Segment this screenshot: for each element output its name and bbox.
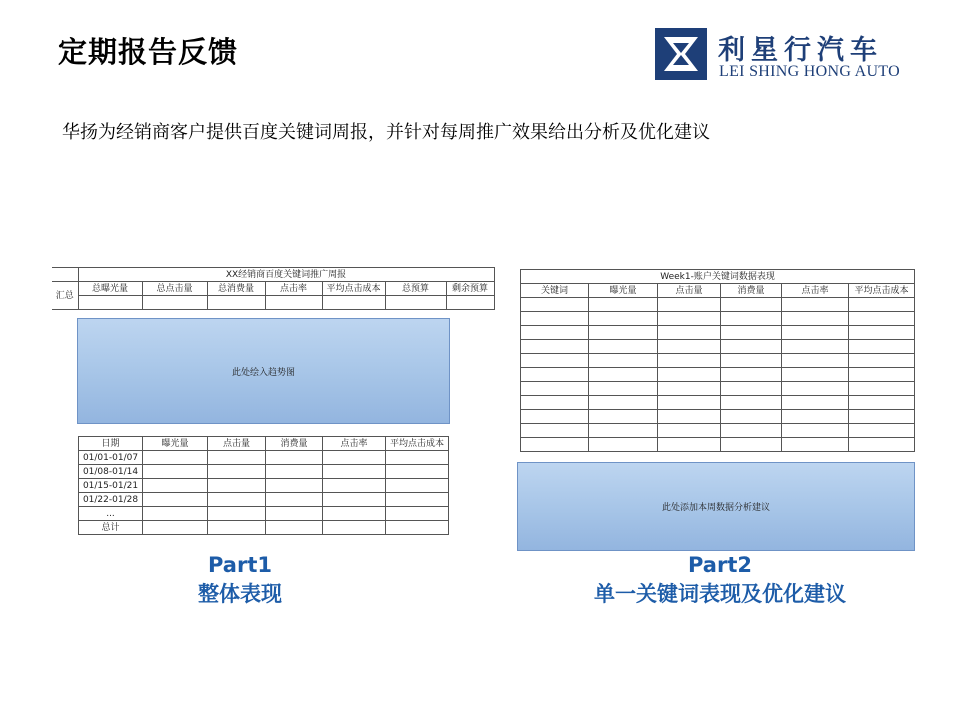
intro-text: 华扬为经销商客户提供百度关键词周报，并针对每周推广效果给出分析及优化建议 [62, 122, 710, 143]
keyword-table-title: Week1-账户关键词数据表现 [521, 270, 915, 284]
daily-row [79, 479, 449, 493]
summary-value-cell [385, 296, 446, 310]
summary-row-label: 汇总 [52, 282, 78, 310]
keyword-cell [849, 410, 915, 424]
part1-label [90, 551, 390, 609]
keyword-row [521, 424, 915, 438]
keyword-cell [782, 438, 849, 452]
daily-row [79, 451, 449, 465]
daily-date-cell: 01/01-01/07 [79, 451, 143, 465]
keyword-cell [849, 438, 915, 452]
trend-chart-placeholder [77, 318, 450, 424]
summary-value-cell [322, 296, 385, 310]
keyword-row [521, 340, 915, 354]
summary-header-cell: 平均点击成本 [322, 282, 385, 296]
part2-caption: 单一关键词表现及优化建议 [594, 582, 846, 606]
keyword-cell [658, 354, 721, 368]
keyword-row [521, 438, 915, 452]
keyword-cell [721, 312, 782, 326]
keyword-cell [849, 340, 915, 354]
daily-header-cell: 消费量 [266, 437, 323, 451]
summary-value-cell [78, 296, 142, 310]
summary-value-cell [446, 296, 494, 310]
keyword-cell [589, 424, 658, 438]
daily-header-cell: 点击量 [208, 437, 266, 451]
keyword-row [521, 354, 915, 368]
daily-total-row [79, 521, 449, 535]
keyword-cell [782, 298, 849, 312]
part1-heading: Part1 [207, 553, 272, 577]
logo-chinese-name: 利星行汽车 [718, 35, 883, 66]
keyword-cell [521, 424, 589, 438]
keyword-header-cell: 平均点击成本 [849, 284, 915, 298]
keyword-cell [721, 326, 782, 340]
keyword-table [520, 269, 915, 452]
keyword-cell [782, 396, 849, 410]
logo-english-name: LEI SHING HONG AUTO [719, 63, 900, 80]
keyword-cell [782, 312, 849, 326]
keyword-cell [521, 438, 589, 452]
keyword-cell [782, 326, 849, 340]
keyword-cell [521, 312, 589, 326]
company-logo [655, 28, 920, 82]
keyword-row [521, 368, 915, 382]
keyword-row [521, 298, 915, 312]
trend-chart-placeholder-label: 此处绘入趋势图 [231, 367, 295, 378]
keyword-cell [521, 354, 589, 368]
keyword-cell [589, 312, 658, 326]
summary-table-corner [52, 268, 78, 282]
keyword-cell [658, 424, 721, 438]
summary-header-cell: 总点击量 [142, 282, 207, 296]
keyword-cell [721, 438, 782, 452]
keyword-cell [589, 340, 658, 354]
keyword-cell [658, 312, 721, 326]
keyword-cell [849, 396, 915, 410]
keyword-cell [721, 410, 782, 424]
keyword-header-cell: 关键词 [521, 284, 589, 298]
summary-value-cell [265, 296, 322, 310]
summary-value-cell [207, 296, 265, 310]
keyword-row [521, 326, 915, 340]
keyword-cell [589, 410, 658, 424]
daily-header-cell: 点击率 [323, 437, 386, 451]
keyword-cell [658, 368, 721, 382]
keyword-cell [589, 396, 658, 410]
keyword-cell [521, 410, 589, 424]
keyword-header-cell: 点击量 [658, 284, 721, 298]
daily-date-cell: 01/08-01/14 [79, 465, 143, 479]
summary-header-cell: 点击率 [265, 282, 322, 296]
summary-header-cell: 剩余预算 [446, 282, 494, 296]
keyword-header-cell: 点击率 [782, 284, 849, 298]
keyword-cell [589, 326, 658, 340]
part2-heading: Part2 [687, 553, 752, 577]
keyword-cell [849, 368, 915, 382]
daily-date-cell: 01/15-01/21 [79, 479, 143, 493]
keyword-cell [721, 382, 782, 396]
keyword-cell [721, 424, 782, 438]
page-title: 定期报告反馈 [58, 35, 239, 69]
keyword-cell [658, 326, 721, 340]
keyword-cell [521, 340, 589, 354]
summary-value-cell [142, 296, 207, 310]
daily-date-cell: 总计 [79, 521, 143, 535]
keyword-row [521, 396, 915, 410]
keyword-cell [658, 410, 721, 424]
keyword-cell [721, 354, 782, 368]
keyword-cell [721, 396, 782, 410]
keyword-cell [589, 368, 658, 382]
keyword-cell [782, 340, 849, 354]
daily-date-cell: ... [79, 507, 143, 521]
keyword-cell [658, 396, 721, 410]
keyword-cell [521, 382, 589, 396]
keyword-cell [521, 396, 589, 410]
keyword-cell [589, 438, 658, 452]
analysis-placeholder-label: 此处添加本周数据分析建议 [661, 503, 770, 513]
keyword-row [521, 382, 915, 396]
keyword-cell [721, 298, 782, 312]
keyword-cell [782, 354, 849, 368]
keyword-cell [849, 424, 915, 438]
keyword-cell [658, 438, 721, 452]
keyword-cell [589, 298, 658, 312]
part2-label [545, 551, 895, 609]
keyword-cell [589, 354, 658, 368]
keyword-cell [721, 368, 782, 382]
keyword-cell [589, 382, 658, 396]
keyword-cell [521, 326, 589, 340]
keyword-row [521, 312, 915, 326]
keyword-cell [782, 424, 849, 438]
summary-table [52, 267, 495, 310]
keyword-cell [849, 382, 915, 396]
keyword-row [521, 410, 915, 424]
daily-row [79, 507, 449, 521]
daily-row [79, 465, 449, 479]
keyword-cell [849, 354, 915, 368]
keyword-cell [782, 410, 849, 424]
keyword-cell [658, 382, 721, 396]
summary-header-cell: 总曝光量 [78, 282, 142, 296]
daily-table [78, 436, 449, 535]
logo-mark-icon [655, 28, 707, 80]
summary-table-title: XX经销商百度关键词推广周报 [78, 268, 494, 282]
keyword-header-cell: 曝光量 [589, 284, 658, 298]
keyword-cell [849, 326, 915, 340]
daily-header-cell: 曝光量 [143, 437, 208, 451]
daily-row [79, 493, 449, 507]
daily-header-cell: 平均点击成本 [386, 437, 449, 451]
keyword-header-cell: 消费量 [721, 284, 782, 298]
keyword-cell [849, 312, 915, 326]
keyword-cell [521, 298, 589, 312]
keyword-cell [849, 298, 915, 312]
daily-header-cell: 日期 [79, 437, 143, 451]
keyword-cell [721, 340, 782, 354]
summary-header-cell: 总消费量 [207, 282, 265, 296]
keyword-cell [658, 340, 721, 354]
keyword-cell [782, 382, 849, 396]
summary-header-cell: 总预算 [385, 282, 446, 296]
part1-caption: 整体表现 [198, 582, 282, 606]
daily-date-cell: 01/22-01/28 [79, 493, 143, 507]
analysis-placeholder [517, 462, 915, 551]
keyword-cell [658, 298, 721, 312]
keyword-cell [521, 368, 589, 382]
keyword-cell [782, 368, 849, 382]
